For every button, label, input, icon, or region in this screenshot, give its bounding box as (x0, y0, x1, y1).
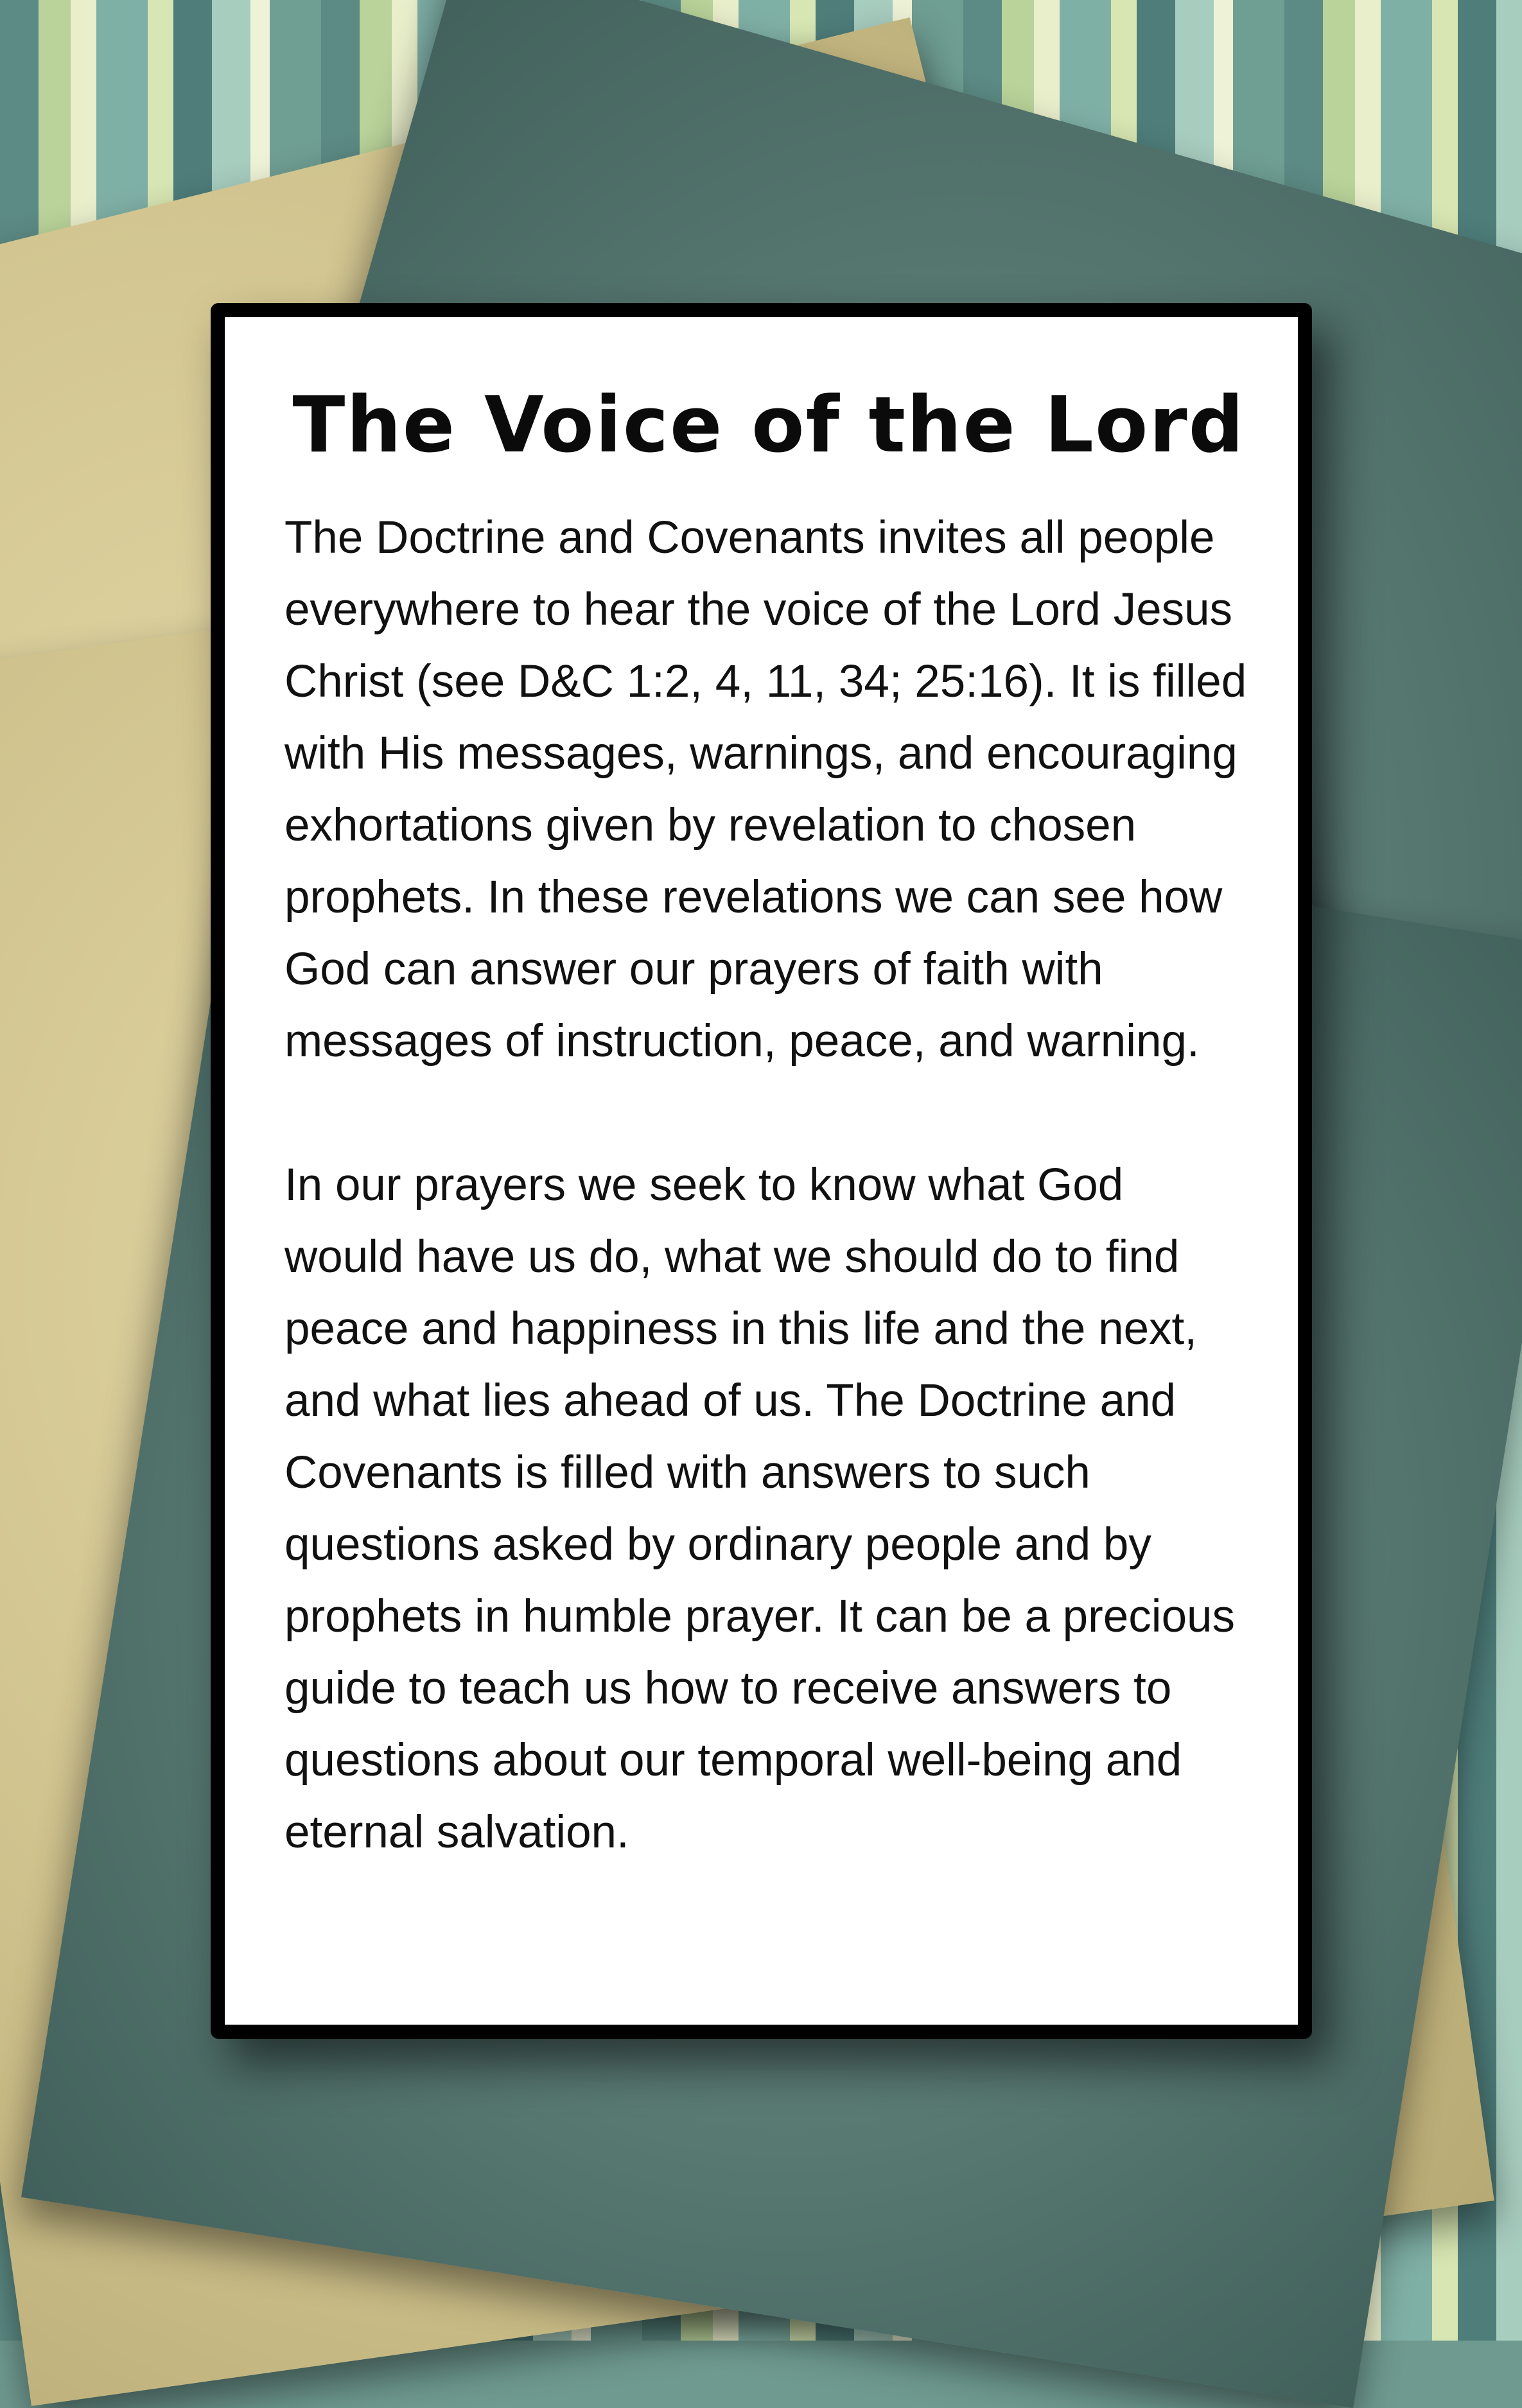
page-title: The Voice of the Lord (292, 381, 1245, 470)
text-card (211, 303, 1312, 2039)
body-paragraph-2: In our prayers we seek to know what God would have us do, what we should do to find peace and happiness in this life and the next, and what lies ahead of us. The Doctrine and Covenants is filled with answers to such questions asked by ordinary people and by prophets in humble prayer. It can be a precious guide to teach us how to receive answers to questions about our temporal well-being and eternal salvation. (284, 1160, 1236, 1858)
body-paragraph-1: The Doctrine and Covenants invites all people everywhere to hear the voice of the Lord Jesus Christ (see D&C 1:2, 4, 11, 34; 25:16). It is filled with His messages, warnings, and encouraging exhortations given by revelation to chosen prophets. In these revelations we can see how God can answer our prayers of faith with messages of instruction, peace, and warning. (284, 512, 1247, 1067)
